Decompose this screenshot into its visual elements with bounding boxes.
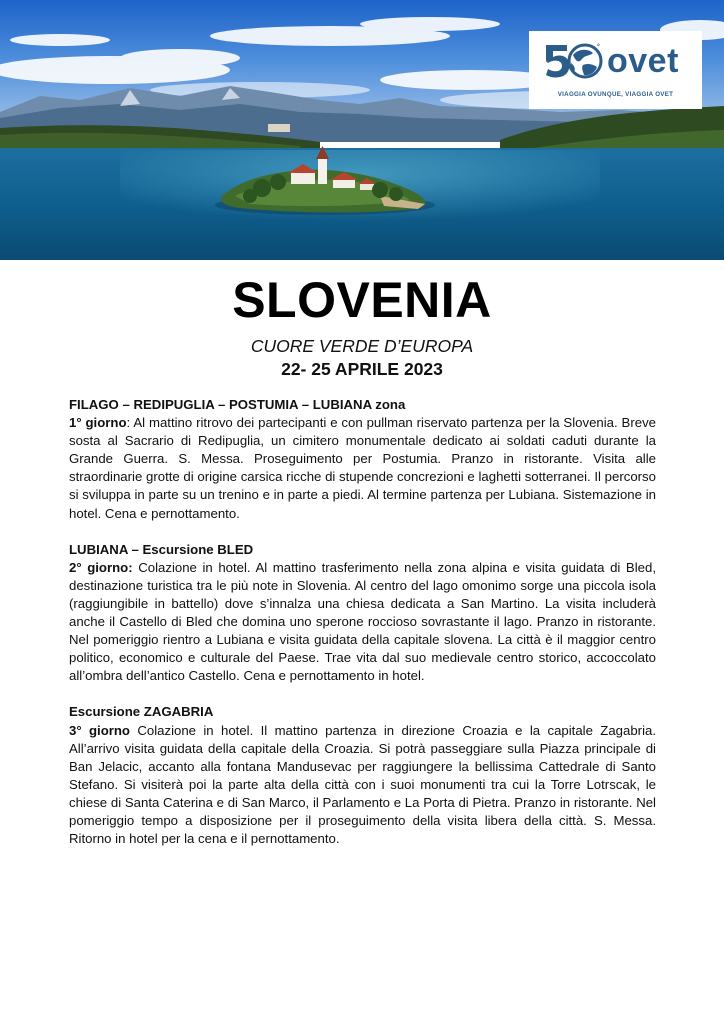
itinerary — [69, 396, 656, 866]
day-1-text: : Al mattino ritrovo dei partecipanti e con pullman riservato partenza per la Slovenia. Breve sosta al Sacrario di Redipuglia, un cimitero monumentale dedicato ai soldati caduti durante la Grande Guerra. S. Messa. Proseguimento per Postumia. Pranzo in ristorante. Visita alle straordinarie grotte di origine carsica ricche di stupende concrezioni e laghetti sotterranei. Il percorso si sviluppa in parte su un trenino e in parte a piedi. Al termine partenza per Lubiana. Sistemazione in hotel. Cena e pernottamento. — [69, 415, 657, 521]
day-3-label: 3° giorno — [69, 722, 130, 738]
page-subtitle: CUORE VERDE D’EUROPA — [250, 336, 474, 356]
ovet-logo — [529, 31, 702, 109]
logo-tagline: VIAGGIA OVUNQUE, VIAGGIA OVET — [557, 91, 674, 98]
day-2-text: Colazione in hotel. Al mattino trasferimento nella zona alpina e visita guidata di Bled, destinazione turistica tra le più note in Slovenia. Al centro del lago omonimo sorge una piccola isola (raggiungibile in battello) dove s’innalza una chiesa dedicata a San Martino. La visita includerà anche il Castello di Bled che domina uno sperone roccioso sovrastante il lago. Pranzo in ristorante. Nel pomeriggio rientro a Lubiana e visita guidata della capitale slovena. La città è il maggior centro politico, economico e culturale del Paese. Trae vita dal suo medievale centro storico, accoccolato all’ombra dell’antico Castello. Cena e pernottamento in hotel. — [69, 559, 656, 684]
itinerary-day-2 — [69, 541, 656, 686]
hero-photo — [0, 0, 724, 260]
day-3-heading: Escursione ZAGABRIA — [69, 704, 214, 720]
day-3-text: Colazione in hotel. Il mattino partenza in direzione Croazia e la capitale Zagabria. All’arrivo visita guidata della capitale della Croazia. Si potrà passeggiare sulla Piazza principale di Ban Jelacic, accanto alla fontana Mandusevac per raggiungere la bellissima Cattedrale di Santo Stefano. Si visiterà poi la parte alta della città con i suoi monumenti tra cui la Torre Lotrscak, le chiese di Santa Caterina e di San Marco, il Parlamento e La Porta di Pietra. Pranzo in ristorante. Nel pomeriggio tempo a disposizione per il proseguimento della visita libera della città. S. Messa. Ritorno in hotel per la cena e il pernottamento. — [69, 722, 657, 847]
day-2-heading: LUBIANA – Escursione BLED — [69, 541, 254, 557]
day-1-heading: FILAGO – REDIPUGLIA – POSTUMIA – LUBIANA zona — [69, 397, 406, 412]
day-1-label: 1° giorno — [69, 415, 127, 431]
day-2-description — [69, 559, 656, 686]
day-1-description — [69, 414, 656, 523]
logo-mark — [543, 37, 693, 87]
trip-dates: 22- 25 APRILE 2023 — [281, 359, 443, 379]
itinerary-day-1 — [69, 396, 656, 523]
logo-brand: ovet — [607, 42, 679, 80]
page-title: SLOVENIA — [232, 272, 492, 328]
day-3-description — [69, 722, 656, 849]
svg-text:°: ° — [597, 44, 600, 51]
itinerary-day-3 — [69, 703, 656, 848]
day-2-label: 2° giorno: — [69, 559, 133, 575]
